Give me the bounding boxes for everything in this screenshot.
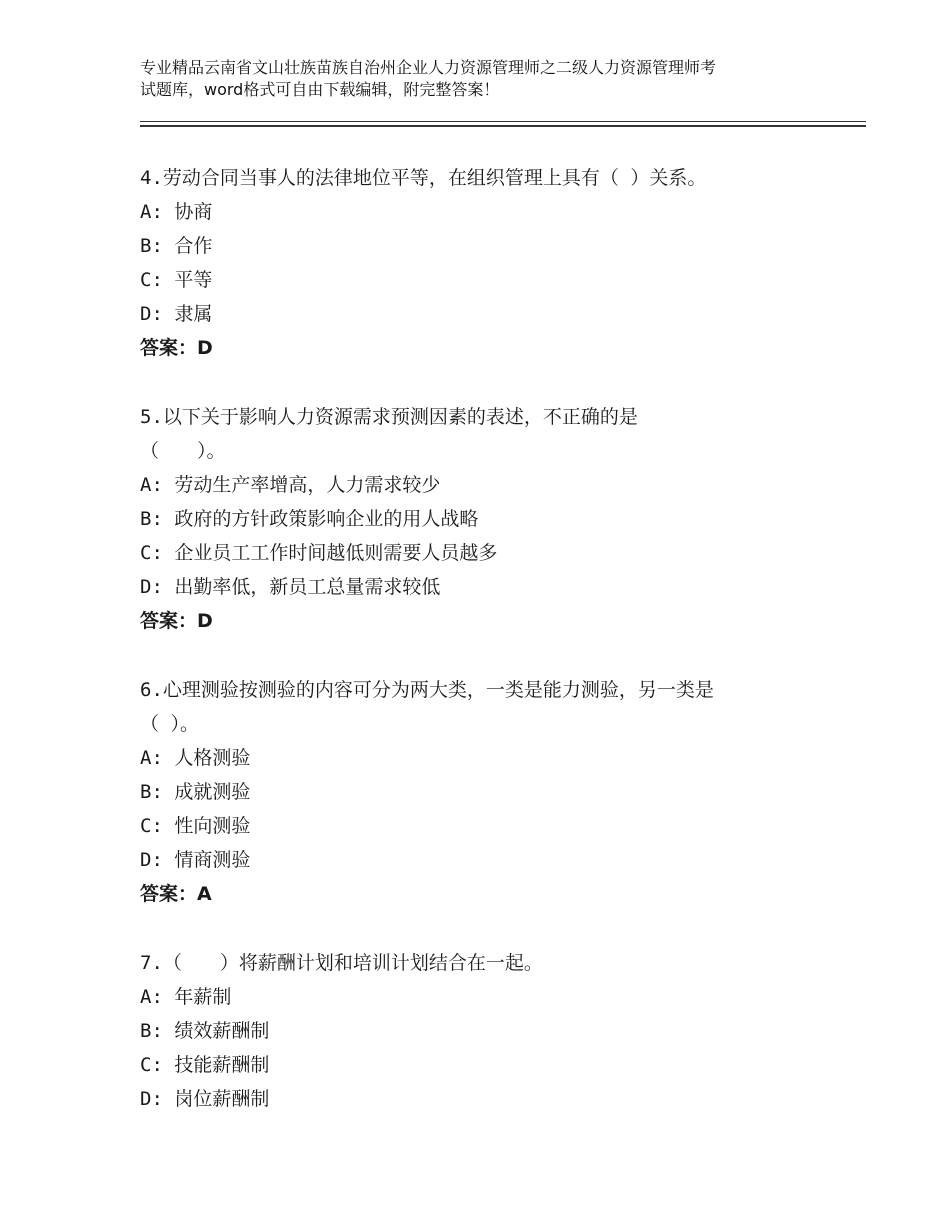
option-a: A: 年薪制 [140,986,232,1008]
answer: 答案：D [140,337,213,359]
question-stem: 5.以下关于影响人力资源需求预测因素的表述，不正确的是 [140,406,638,428]
question-4 [140,161,840,365]
document-header [140,57,840,101]
answer: 答案：A [140,883,212,905]
option-c: C: 技能薪酬制 [140,1054,270,1076]
option-d: D: 隶属 [140,303,213,325]
header-line-1: 专业精品云南省文山壮族苗族自治州企业人力资源管理师之二级人力资源管理师考 [140,58,717,77]
option-b: B: 绩效薪酬制 [140,1020,270,1042]
question-5 [140,400,840,638]
option-a: A: 协商 [140,201,213,223]
header-divider [140,121,866,127]
answer: 答案：D [140,610,213,632]
option-c: C: 平等 [140,269,213,291]
option-d: D: 出勤率低，新员工总量需求较低 [140,576,441,598]
option-b: B: 成就测验 [140,781,251,803]
question-stem-cont: （ ）。 [140,440,226,462]
question-stem: 4.劳动合同当事人的法律地位平等，在组织管理上具有（ ）关系。 [140,167,707,189]
option-d: D: 情商测验 [140,849,251,871]
question-7 [140,946,840,1116]
question-stem: 7.（ ）将薪酬计划和培训计划结合在一起。 [140,952,543,974]
option-b: B: 合作 [140,235,213,257]
option-a: A: 劳动生产率增高，人力需求较少 [140,474,441,496]
option-b: B: 政府的方针政策影响企业的用人战略 [140,508,479,530]
header-line-2: 试题库，word格式可自由下载编辑，附完整答案！ [140,80,500,99]
option-d: D: 岗位薪酬制 [140,1088,270,1110]
option-a: A: 人格测验 [140,747,251,769]
question-6 [140,673,840,911]
option-c: C: 企业员工工作时间越低则需要人员越多 [140,542,498,564]
question-stem: 6.心理测验按测验的内容可分为两大类，一类是能力测验，另一类是 [140,679,714,701]
question-stem-cont: （ ）。 [140,713,199,735]
option-c: C: 性向测验 [140,815,251,837]
